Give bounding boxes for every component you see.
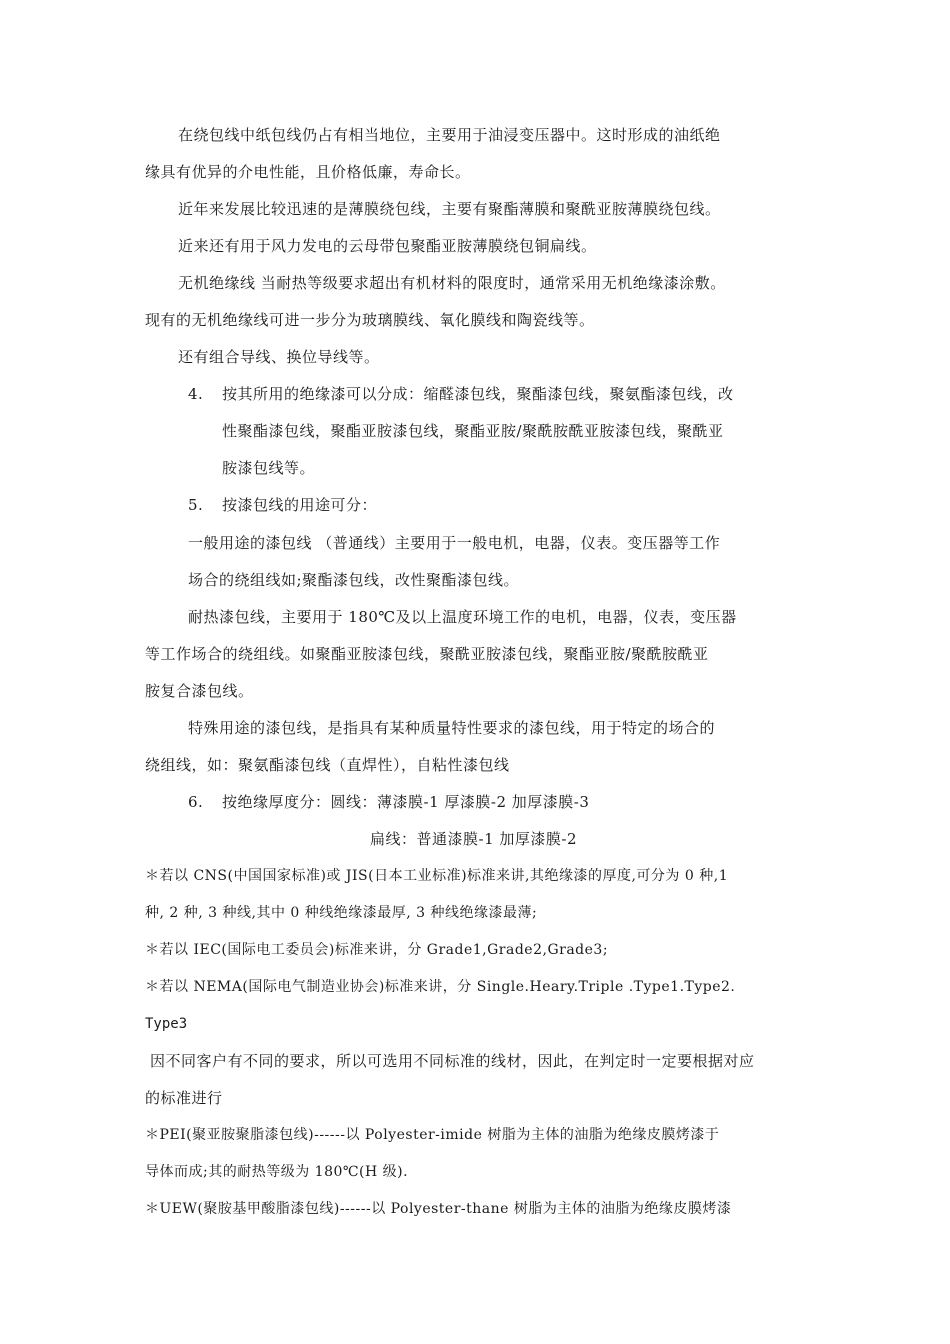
paragraph-line: ＊UEW(聚胺基甲酸脂漆包线)------以 Polyester-thane 树脂为主体的油脂为绝缘皮膜烤漆	[145, 1201, 732, 1217]
paragraph-line: 的标准进行	[145, 1089, 223, 1107]
list-number: 4.	[188, 385, 204, 403]
paragraph-line: 等工作场合的绕组线。如聚酯亚胺漆包线，聚酰亚胺漆包线，聚酯亚胺/聚酰胺酰亚	[145, 645, 709, 663]
paragraph-line: 缘具有优异的介电性能，且价格低廉，寿命长。	[145, 163, 471, 181]
paragraph-line: ＊PEI(聚亚胺聚脂漆包线)------以 Polyester-imide 树脂为主体的油脂为绝缘皮膜烤漆于	[145, 1127, 720, 1143]
paragraph-line: ＊若以 NEMA(国际电气制造业协会)标准来讲，分 Single.Heary.Triple .Type1.Type2.	[145, 979, 736, 995]
list-number: 5.	[188, 496, 204, 514]
paragraph-line: 绕组线，如：聚氨酯漆包线（直焊性），自粘性漆包线	[145, 756, 510, 774]
paragraph-line: ＊若以 IEC(国际电工委员会)标准来讲，分 Grade1,Grade2,Grade3;	[145, 942, 609, 958]
list-number: 6.	[188, 793, 204, 811]
paragraph-line: 特殊用途的漆包线，是指具有某种质量特性要求的漆包线，用于特定的场合的	[188, 719, 716, 737]
paragraph-line: 现有的无机绝缘线可进一步分为玻璃膜线、氧化膜线和陶瓷线等。	[145, 311, 595, 329]
list-item-line: 按漆包线的用途可分：	[222, 496, 378, 514]
list-item-line: 按其所用的绝缘漆可以分成：缩醛漆包线，聚酯漆包线，聚氨酯漆包线，改	[222, 385, 734, 403]
paragraph-line: Type3	[145, 1016, 188, 1032]
paragraph-line: 无机绝缘线 当耐热等级要求超出有机材料的限度时，通常采用无机绝缘漆涂敷。	[178, 274, 726, 292]
list-item-line: 按绝缘厚度分：圆线：薄漆膜-1 厚漆膜-2 加厚漆膜-3	[222, 793, 590, 811]
paragraph-line: 胺复合漆包线。	[145, 682, 254, 700]
paragraph-line: 因不同客户有不同的要求，所以可选用不同标准的线材，因此，在判定时一定要根据对应	[150, 1052, 755, 1070]
list-item-line: 胺漆包线等。	[222, 459, 316, 477]
list-item-line: 扁线：普通漆膜-1 加厚漆膜-2	[370, 830, 577, 848]
paragraph-line: ＊若以 CNS(中国国家标准)或 JIS(日本工业标准)标准来讲,其绝缘漆的厚度,可分为 0 种,1	[145, 868, 729, 884]
paragraph-line: 一般用途的漆包线 （普通线）主要用于一般电机，电器，仪表。变压器等工作	[188, 534, 721, 552]
paragraph-line: 近年来发展比较迅速的是薄膜绕包线，主要有聚酯薄膜和聚酰亚胺薄膜绕包线。	[178, 200, 721, 218]
paragraph-line: 耐热漆包线，主要用于 180℃及以上温度环境工作的电机，电器，仪表，变压器	[188, 608, 737, 626]
paragraph-line: 种, 2 种, 3 种线,其中 0 种线绝缘漆最厚, 3 种线绝缘漆最薄;	[145, 905, 538, 921]
paragraph-line: 还有组合导线、换位导线等。	[178, 348, 380, 366]
paragraph-line: 在绕包线中纸包线仍占有相当地位，主要用于油浸变压器中。这时形成的油纸绝	[178, 126, 721, 144]
paragraph-line: 场合的绕组线如;聚酯漆包线，改性聚酯漆包线。	[188, 571, 520, 589]
paragraph-line: 导体而成;其的耐热等级为 180℃(H 级).	[145, 1164, 409, 1180]
list-item-line: 性聚酯漆包线，聚酯亚胺漆包线，聚酯亚胺/聚酰胺酰亚胺漆包线，聚酰亚	[222, 422, 724, 440]
paragraph-line: 近来还有用于风力发电的云母带包聚酯亚胺薄膜绕包铜扁线。	[178, 237, 597, 255]
